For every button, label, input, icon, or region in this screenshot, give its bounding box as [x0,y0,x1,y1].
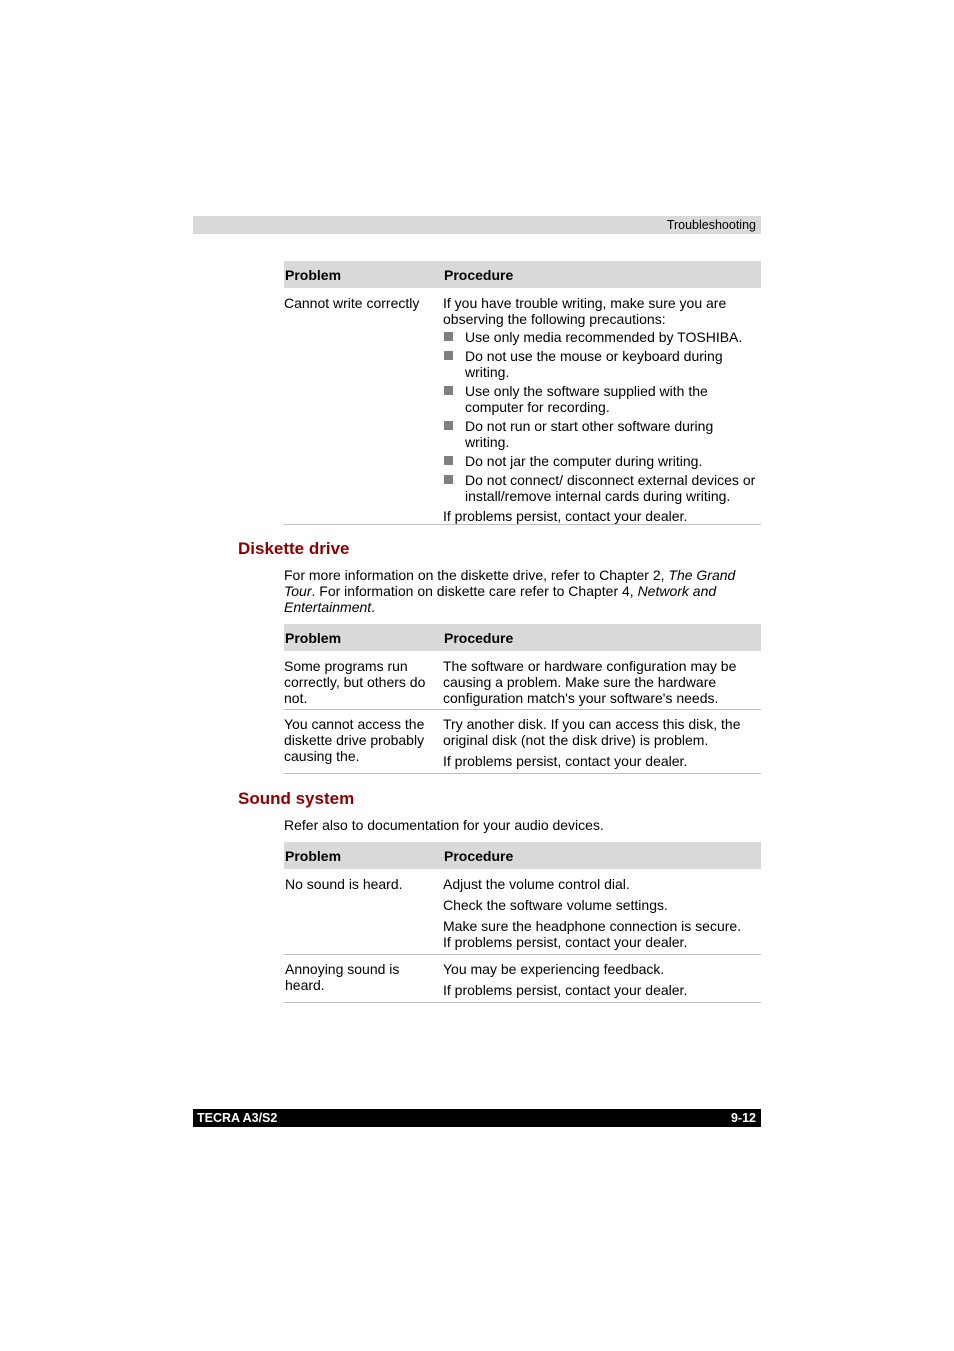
list-item: Use only media recommended by TOSHIBA. [443,329,761,345]
sound-problem-table [284,842,761,1003]
procedure-cell: You may be experiencing feedback. If problems persist, contact your dealer. [443,961,688,998]
procedure-intro: If you have trouble writing, make sure you are observing the following precautions: [443,295,727,327]
square-bullet-icon [444,421,453,430]
list-item: Do not jar the computer during writing. [443,453,761,469]
square-bullet-icon [444,332,453,341]
square-bullet-icon [444,456,453,465]
table-header [284,261,761,288]
model-name: TECRA A3/S2 [197,1111,278,1125]
table-row [284,288,761,525]
procedure-cell: Adjust the volume control dial. Check the software volume settings. Make sure the headphone connection is secure. If problems persist, contact your dealer. [443,876,742,950]
sound-heading: Sound system [238,789,355,808]
header-bar [193,216,761,234]
procedure-cell [443,295,761,524]
square-bullet-icon [444,475,453,484]
problem-column-header: Problem [285,267,342,283]
list-item: Do not connect/ disconnect external devices or install/remove internal cards during writing. [443,472,761,504]
problem-column-header: Problem [285,630,342,646]
square-bullet-icon [444,386,453,395]
diskette-problem-table [284,624,761,774]
procedure-column-header: Procedure [444,630,514,646]
problem-cell: Annoying sound is heard. [285,961,400,993]
table-header [284,624,761,651]
write-problem-table [284,261,761,525]
list-item: Use only the software supplied with the computer for recording. [443,383,761,415]
procedure-column-header: Procedure [444,267,514,283]
section-title: Troubleshooting [666,218,756,232]
procedure-outro: If problems persist, contact your dealer. [443,508,688,524]
list-item: Do not run or start other software during writing. [443,418,761,450]
table-row [284,710,761,774]
table-row [284,651,761,710]
page-number: 9-12 [730,1111,756,1125]
table-header [284,842,761,869]
problem-cell: You cannot access the diskette drive probably causing the. [284,716,425,764]
problem-cell: Cannot write correctly [284,295,420,311]
diskette-intro: For more information on the diskette drive, refer to Chapter 2, The Grand Tour. For information on diskette care refer to Chapter 4, Network and Entertainment. [284,567,736,615]
problem-cell: Some programs run correctly, but others do not. [284,658,426,706]
procedure-column-header: Procedure [444,848,514,864]
problem-column-header: Problem [285,848,342,864]
sound-intro: Refer also to documentation for your audio devices. [284,817,604,833]
procedure-cell: The software or hardware configuration may be causing a problem. Make sure the hardware configuration match's your software's needs. [443,658,737,706]
problem-cell: No sound is heard. [285,876,403,892]
list-item: Do not use the mouse or keyboard during writing. [443,348,761,380]
footer-bar [193,1109,761,1127]
procedure-cell: Try another disk. If you can access this disk, the original disk (not the disk drive) is problem. If problems persist, contact your dealer. [443,716,741,769]
diskette-heading: Diskette drive [238,539,350,558]
square-bullet-icon [444,351,453,360]
table-row [284,869,761,955]
table-row [284,955,761,1003]
